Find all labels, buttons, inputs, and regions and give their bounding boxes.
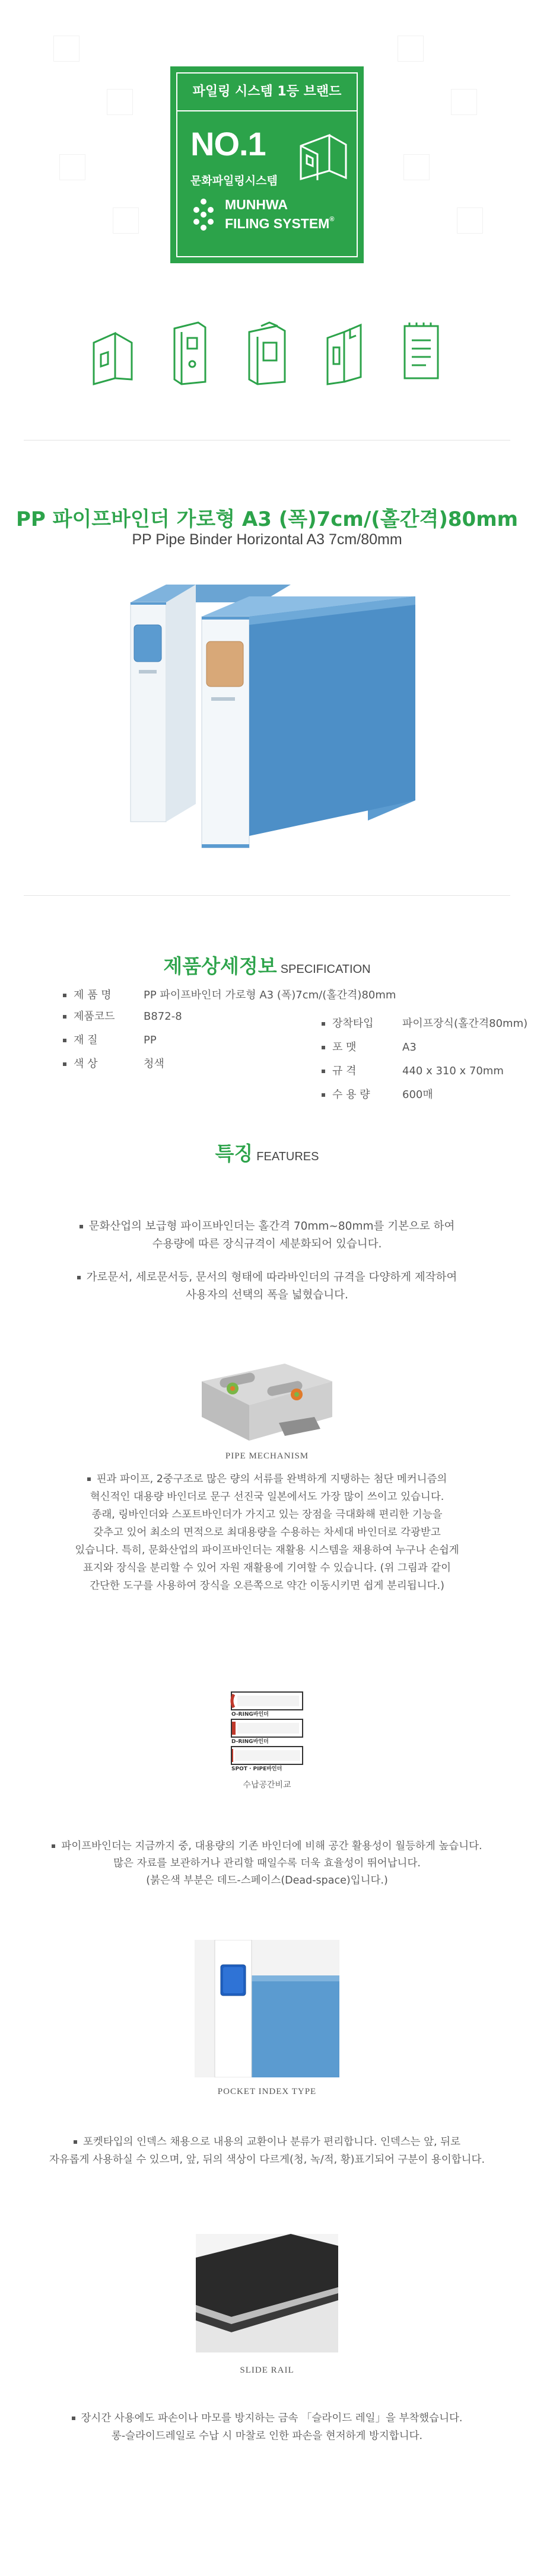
specification-title-english: SPECIFICATION — [280, 963, 371, 976]
slide-rail-text — [0, 2409, 534, 2445]
spec-value: 440 x 310 x 70mm — [402, 1065, 504, 1077]
bullet-icon — [87, 1477, 91, 1481]
pipe-mechanism-image — [196, 1358, 338, 1447]
bullet-icon — [322, 1070, 325, 1073]
spec-value: B872-8 — [144, 1010, 182, 1023]
storage-comparison-diagram — [228, 1690, 306, 1769]
text-line: 종래, 링바인더와 스포트바인더가 가지고 있는 장점을 극대화해 편리한 기능을 — [91, 1509, 443, 1521]
munhwa-logo-icon — [190, 197, 217, 231]
bullet-icon — [80, 1225, 83, 1228]
text-line: 갖추고 있어 최소의 면적으로 최대용량을 수용하는 차세대 바인더로 각광받고 — [93, 1527, 441, 1538]
spec-label: 제품코드 — [74, 1010, 115, 1023]
text-line: 혁신적인 대용량 바인더로 문구 선진국 일본에서도 가장 많이 쓰이고 있습니다. — [90, 1491, 444, 1503]
spec-label: 재 질 — [74, 1034, 98, 1046]
decor-square — [59, 154, 85, 180]
brand-badge — [170, 66, 364, 263]
file-type-icon-row — [89, 320, 445, 385]
decor-square — [398, 36, 424, 62]
slide-rail-caption: SLIDE RAIL — [240, 2366, 294, 2375]
comparison-caption: 수납공간비교 — [243, 1780, 291, 1790]
specification-title-korean: 제품상세정보 — [163, 955, 277, 978]
bullet-icon — [63, 994, 66, 997]
features-intro-1 — [0, 1218, 534, 1253]
spec-value: PP 파이프바인더 가로형 A3 (폭)7cm/(홀간격)80mm — [144, 989, 396, 1001]
spec-row — [63, 1055, 164, 1071]
text-line: 많은 자료를 보관하거나 관리할 때일수록 더욱 효율성이 뛰어납니다. — [113, 1857, 421, 1869]
badge-top-text: 파일링 시스템 1등 브랜드 — [177, 74, 357, 111]
bullet-icon — [322, 1022, 325, 1026]
bullet-icon — [322, 1046, 325, 1049]
text-line: 있습니다. 특히, 문화산업의 파이프바인더는 재활용 시스템을 채용하여 누구나 손쉽게 — [75, 1544, 459, 1556]
comparison-text — [0, 1838, 534, 1889]
product-title-korean: PP 파이프바인더 가로형 A3 (폭)7cm/(홀간격)80mm — [15, 507, 519, 531]
badge-english-line2: FILING SYSTEM® — [225, 216, 335, 231]
decor-square — [113, 208, 139, 234]
features-intro-2 — [0, 1269, 534, 1304]
badge-subtitle: 문화파일링시스템 — [190, 174, 278, 187]
text-line: 자유롭게 사용하실 수 있으며, 앞, 뒤의 색상이 다르게(청, 녹/적, 황)표기되어 구분이 용이합니다. — [49, 2154, 485, 2166]
decor-square — [403, 154, 430, 180]
ring-binder-icon — [243, 320, 291, 385]
spec-row — [63, 1008, 182, 1023]
comparison-label-spot-pipe: SPOT · PIPE바인더 — [231, 1766, 282, 1772]
text-line: 표지와 장식을 분리할 수 있어 자원 재활용에 기여할 수 있습니다. (위 그림과 같이 — [82, 1562, 452, 1574]
binder-open-icon — [89, 320, 136, 385]
spec-value: 600매 — [402, 1089, 433, 1101]
spec-row — [322, 1015, 527, 1030]
badge-headline: NO.1 — [190, 125, 266, 162]
pocket-index-image — [195, 1940, 339, 2077]
spec-label: 포 맷 — [332, 1041, 357, 1054]
spec-label: 수 용 량 — [332, 1089, 370, 1101]
registered-mark: ® — [329, 216, 335, 223]
spec-row — [322, 1062, 504, 1078]
pocket-index-caption: POCKET INDEX TYPE — [217, 2087, 317, 2096]
features-heading — [0, 1138, 534, 1166]
pocket-index-text — [0, 2133, 534, 2169]
binder-icon — [166, 320, 214, 385]
text-line: 가로문서, 세로문서등, 문서의 형태에 따라바인더의 규격을 다양하게 제작하여 — [0, 1269, 534, 1287]
text-line: 장시간 사용에도 파손이나 마모를 방지하는 금속 「슬라이드 레일」을 부착했습니다. — [0, 2409, 534, 2427]
binder-icon — [295, 128, 352, 181]
text-line: 핀과 파이프, 2중구조로 많은 량의 서류를 완벽하게 지탱하는 첨단 메커니즘의 — [0, 1470, 534, 1488]
bullet-icon — [63, 1039, 66, 1042]
spec-label: 장착타입 — [332, 1017, 374, 1030]
text-line: (붉은색 부분은 데드-스페이스(Dead-space)입니다.) — [146, 1875, 388, 1886]
document-icon — [398, 320, 445, 385]
spec-value: 파이프장식(홀간격80mm) — [402, 1017, 528, 1030]
magazine-file-icon — [320, 320, 368, 385]
product-image — [113, 581, 433, 860]
spec-row — [63, 987, 396, 1002]
decor-square — [53, 36, 80, 62]
bullet-icon — [322, 1093, 325, 1097]
features-title-korean: 특징 — [215, 1142, 253, 1165]
text-line: 롱-슬라이드레일로 수납 시 마찰로 인한 파손을 현저하게 방지합니다. — [111, 2430, 423, 2442]
spec-value: PP — [144, 1034, 157, 1046]
decor-square — [107, 89, 133, 115]
spec-row — [63, 1032, 157, 1047]
text-line: 수용량에 따른 장식규격이 세분화되어 있습니다. — [152, 1238, 382, 1250]
product-title-english: PP Pipe Binder Horizontal A3 7cm/80mm — [132, 531, 402, 548]
spec-label: 규 격 — [332, 1065, 357, 1077]
spec-value: 청색 — [144, 1058, 164, 1070]
spec-label: 색 상 — [74, 1058, 98, 1070]
bullet-icon — [72, 2417, 75, 2420]
comparison-label-o-ring: O-RING바인더 — [231, 1712, 269, 1718]
text-line: 포켓타입의 인덱스 채용으로 내용의 교환이나 분류가 편리합니다. 인덱스는 앞, 뒤로 — [0, 2133, 534, 2151]
badge-english-line1: MUNHWA — [225, 197, 288, 212]
pipe-mechanism-text — [0, 1470, 534, 1595]
comparison-label-d-ring: D-RING바인더 — [231, 1739, 269, 1745]
features-title-english: FEATURES — [256, 1150, 319, 1163]
spec-row — [322, 1086, 433, 1102]
slide-rail-image — [196, 2234, 338, 2352]
bullet-icon — [77, 1276, 81, 1279]
decor-square — [457, 208, 483, 234]
text-line: 파이프바인더는 지금까지 중, 대용량의 기존 바인더에 비해 공간 활용성이 월등하게 높습니다. — [0, 1838, 534, 1855]
decor-square — [451, 89, 477, 115]
binder-front — [202, 596, 415, 848]
bullet-icon — [63, 1015, 66, 1019]
spec-value: A3 — [402, 1041, 417, 1054]
bullet-icon — [63, 1062, 66, 1066]
text-line: 문화산업의 보급형 파이프바인더는 홀간격 70mm~80mm를 기본으로 하여 — [0, 1218, 534, 1236]
text-line: 사용자의 선택의 폭을 넓혔습니다. — [186, 1289, 348, 1301]
specification-heading — [0, 951, 534, 979]
spec-label: 제 품 명 — [74, 989, 112, 1001]
text-line: 간단한 도구를 사용하여 장식을 오른쪽으로 약간 이동시키면 쉽게 분리됩니다.) — [90, 1580, 444, 1592]
pipe-mechanism-caption: PIPE MECHANISM — [225, 1451, 309, 1461]
spec-row — [322, 1039, 417, 1054]
bullet-icon — [74, 2140, 77, 2144]
section-divider — [24, 895, 510, 896]
bullet-icon — [52, 1844, 55, 1848]
